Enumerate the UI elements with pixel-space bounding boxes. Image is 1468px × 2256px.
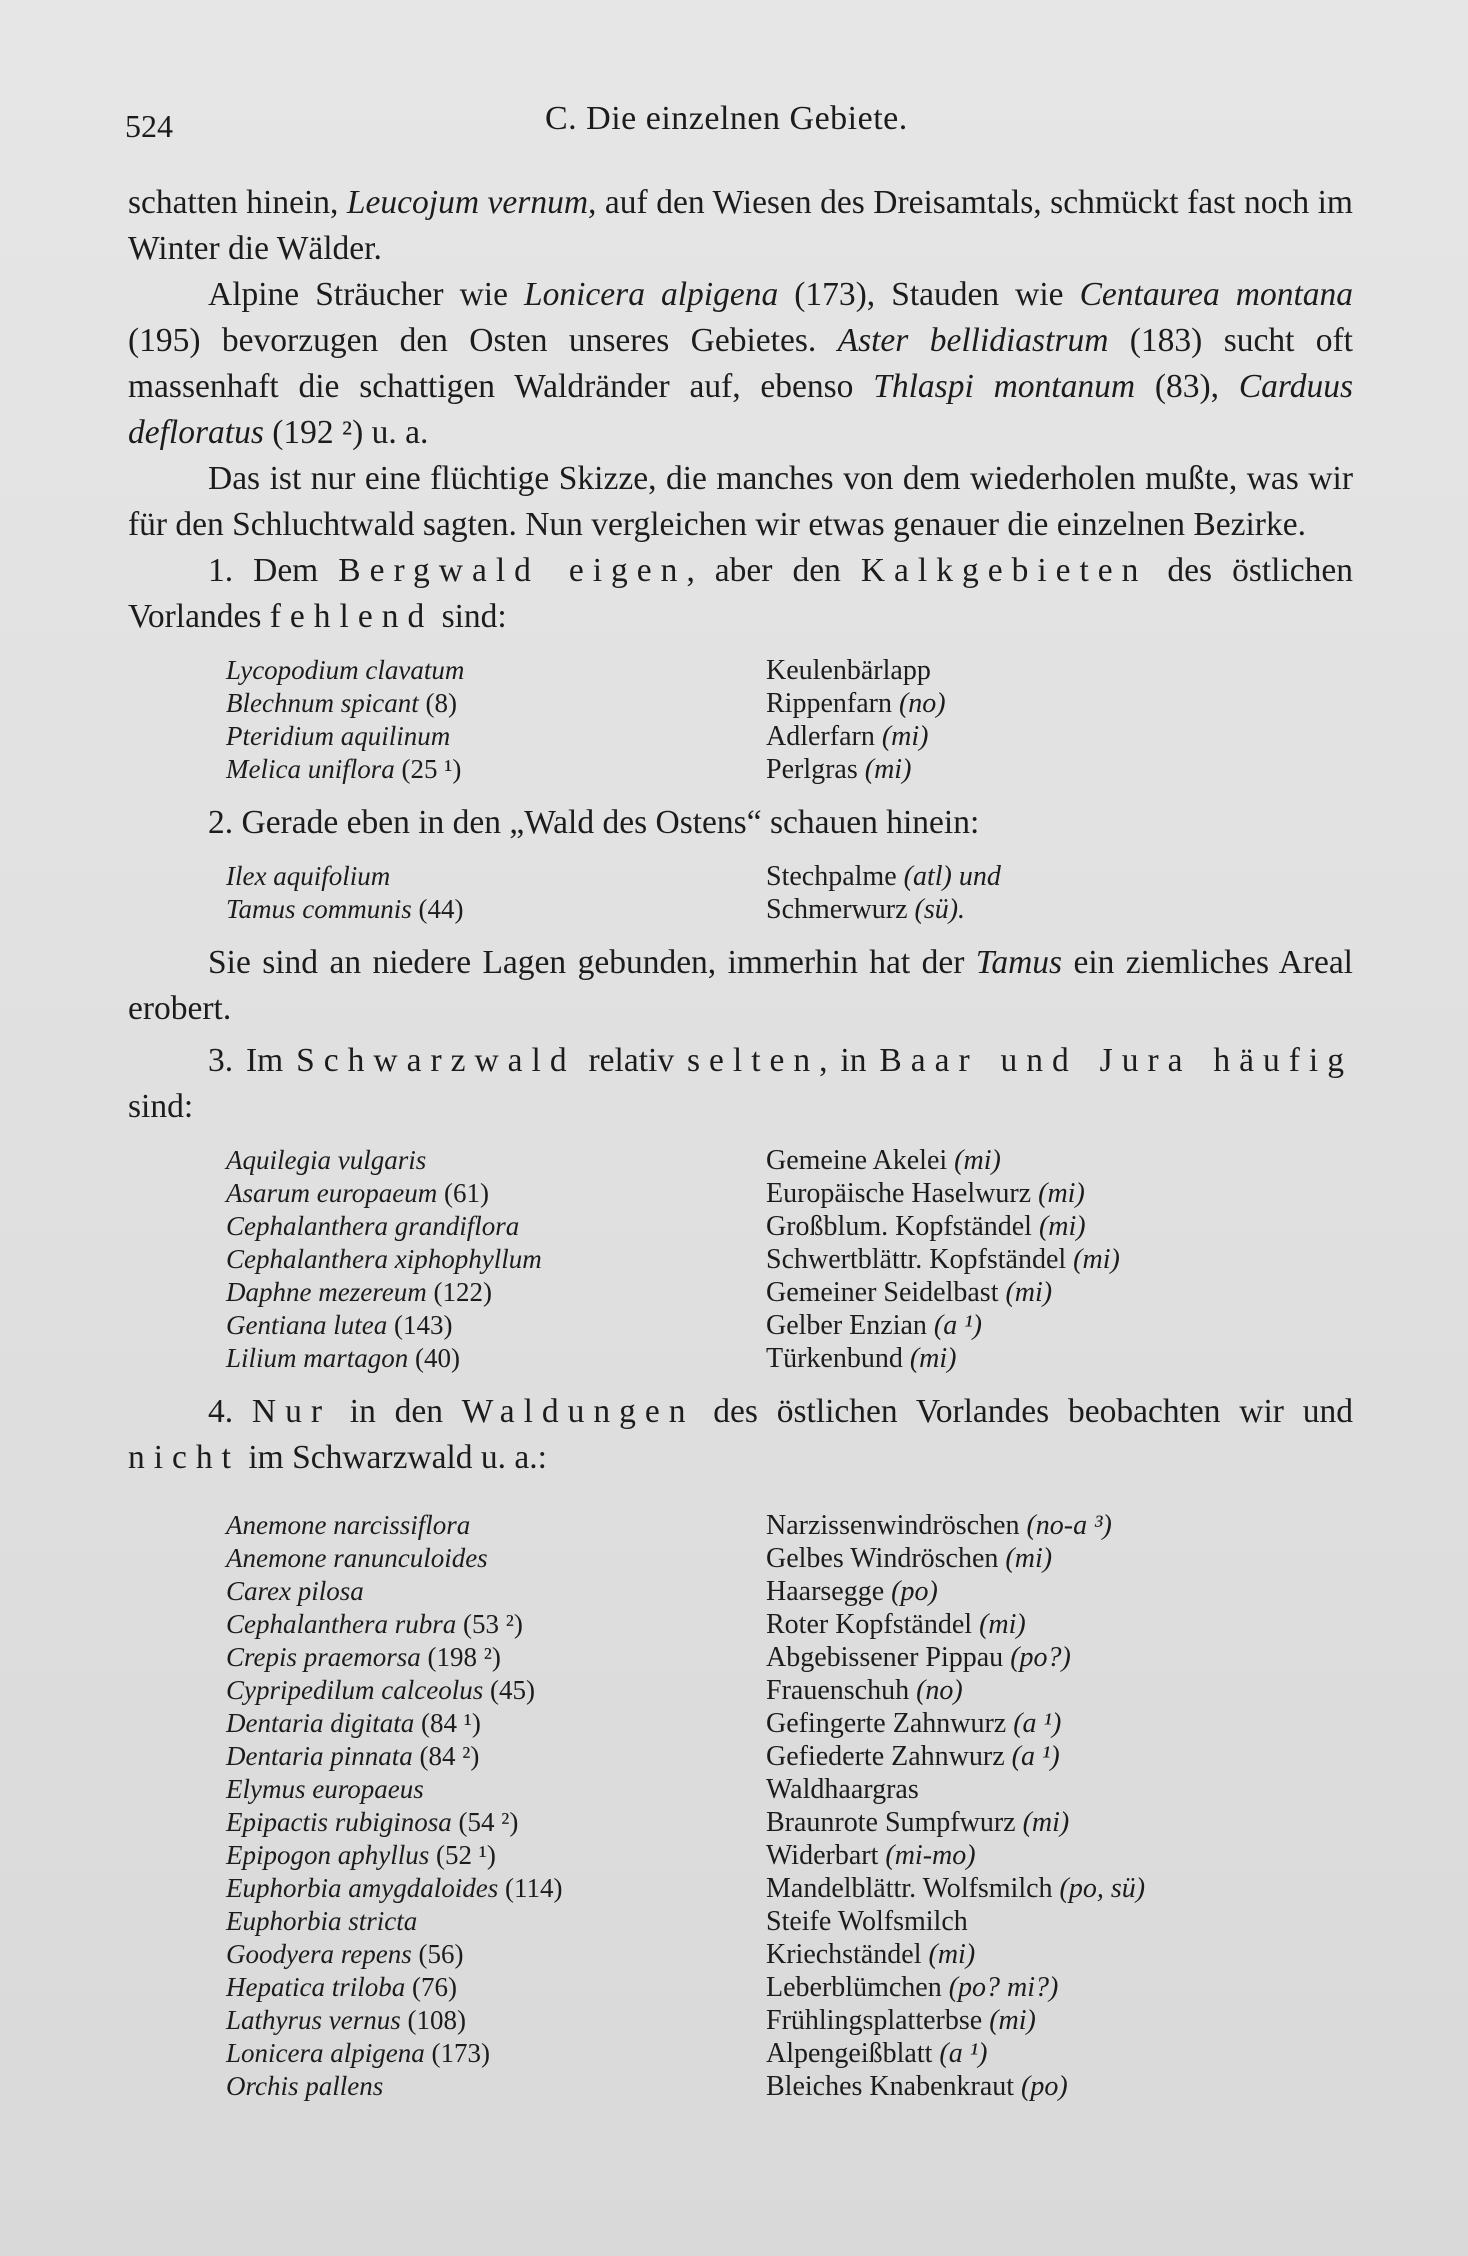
reference-number: (53 ²) [463, 1609, 523, 1639]
latin-name-text: Anemone ranunculoides [226, 1543, 488, 1573]
region-code: (a ¹) [933, 1309, 982, 1341]
latin-name [226, 1939, 766, 1970]
text-run: (83), [1135, 368, 1239, 405]
reference-number: (54 ²) [458, 1807, 519, 1837]
reference-number: (45) [489, 1675, 535, 1705]
text-run: (183) sucht oft massenhaft die schattigen Waldränder auf, ebenso [128, 322, 1353, 405]
species-row [226, 1243, 1353, 1276]
species-list-4 [226, 1509, 1353, 2103]
species-row [226, 654, 1353, 687]
german-name-text: Abgebissener Pippau [766, 1641, 1004, 1673]
species-row [226, 2004, 1353, 2037]
latin-name-text: Hepatica triloba [226, 1972, 406, 2002]
species-row [226, 2037, 1353, 2070]
latin-name [226, 1906, 766, 1937]
latin-name [226, 2038, 766, 2069]
species-name: Centaurea montana [1079, 276, 1354, 313]
german-name [766, 1609, 1026, 1641]
species-row [226, 1342, 1353, 1375]
latin-name [226, 2071, 766, 2102]
german-name-text: Rippenfarn [766, 687, 892, 719]
species-name: Tamus [975, 944, 1063, 981]
reference-number: (198 ²) [427, 1642, 501, 1672]
text-run: ein ziemliches Areal erobert. [128, 944, 1353, 1027]
german-name [766, 1741, 1060, 1773]
latin-name [226, 1642, 766, 1673]
german-name-text: Frauenschuh [766, 1674, 910, 1706]
latin-name-text: Dentaria pinnata [226, 1741, 413, 1771]
species-row [226, 1971, 1353, 2004]
spaced-emphasis: selten [687, 1042, 820, 1079]
species-row [226, 1872, 1353, 1905]
german-name-text: Bleiches Knabenkraut [766, 2070, 1015, 2102]
region-code: (mi) [954, 1144, 1001, 1176]
latin-name [226, 721, 766, 752]
german-name-text: Gefingerte Zahnwurz [766, 1707, 1007, 1739]
latin-name-text: Ilex aquifolium [226, 861, 391, 891]
species-row [226, 1177, 1353, 1210]
species-row [226, 753, 1353, 786]
species-name: Aster bellidiastrum [837, 322, 1109, 359]
reference-number: (25 ¹) [401, 754, 462, 784]
region-code: (po? mi?) [948, 1971, 1059, 2003]
text-run: Sie sind an niedere Lagen gebunden, immerhin hat der [208, 944, 976, 981]
text-run: 4. [208, 1393, 252, 1430]
latin-name [226, 1543, 766, 1574]
german-name [766, 2071, 1068, 2103]
text-run: (195) bevorzugen den Osten unseres Gebietes. [128, 322, 838, 359]
reference-number: (108) [407, 2005, 466, 2035]
text-run: , aber den [686, 552, 861, 589]
latin-name-text: Aquilegia vulgaris [226, 1145, 427, 1175]
latin-name-text: Asarum europaeum [226, 1178, 438, 1208]
german-name-text: Türkenbund [766, 1342, 903, 1374]
latin-name-text: Lonicera alpigena [226, 2038, 425, 2068]
species-row [226, 1740, 1353, 1773]
region-code: (po) [891, 1575, 938, 1607]
german-name-text: Perlgras [766, 753, 858, 785]
species-row [226, 1905, 1353, 1938]
latin-name-text: Pteridium aquilinum [226, 721, 451, 751]
region-code: (no) [898, 687, 946, 719]
german-name-text: Frühlingsplatterbse [766, 2004, 983, 2036]
latin-name-text: Euphorbia stricta [226, 1906, 418, 1936]
latin-name [226, 1211, 766, 1242]
region-code: (mi) [864, 753, 912, 785]
reference-number: (173) [431, 2038, 490, 2068]
german-name-text: Keulenbärlapp [766, 654, 931, 686]
german-name-text: Narzissenwindröschen [766, 1509, 1020, 1541]
page-body [128, 180, 1353, 2117]
species-name: Lonicera alpigena [523, 276, 779, 313]
page-header [125, 100, 1348, 150]
species-name: Thlaspi montanum [873, 368, 1136, 405]
reference-number: (61) [443, 1178, 489, 1208]
text-run: (192 ²) u. a. [263, 414, 429, 451]
species-row [226, 1641, 1353, 1674]
species-name: Carduus defloratus [128, 368, 1353, 451]
species-row [226, 860, 1353, 893]
text-run: sind: [128, 1088, 194, 1125]
german-name [766, 1807, 1069, 1839]
latin-name [226, 1178, 766, 1209]
german-name [766, 2005, 1036, 2037]
region-code: (mi-mo) [885, 1839, 976, 1871]
latin-name [226, 1343, 766, 1374]
paragraph-alpine [128, 272, 1353, 456]
german-name-text: Stechpalme [766, 860, 897, 892]
german-name-text: Leberblümchen [766, 1971, 942, 2003]
species-name: Leucojum vernum, [346, 184, 597, 221]
german-name-text: Gefiederte Zahnwurz [766, 1740, 1005, 1772]
latin-name [226, 1675, 766, 1706]
german-name-text: Kriechständel [766, 1938, 922, 1970]
text-run: 3. Im [208, 1042, 297, 1079]
german-name [766, 1939, 975, 1971]
region-code: (po) [1021, 2070, 1068, 2102]
german-name-text: Alpengeißblatt [766, 2037, 933, 2069]
region-code: (no) [916, 1674, 963, 1706]
region-code: (sü). [914, 893, 966, 925]
text-run: 1. Dem [208, 552, 339, 589]
species-row [226, 1210, 1353, 1243]
species-row [226, 1509, 1353, 1542]
text-run: in den [331, 1393, 462, 1430]
text-run: auf den Wiesen des Dreisamtals, schmückt fast noch im Winter die Wälder. [128, 184, 1353, 267]
latin-name [226, 655, 766, 686]
latin-name [226, 1774, 766, 1805]
region-code: (mi) [928, 1938, 976, 1970]
latin-name [226, 861, 766, 892]
reference-number: (76) [411, 1972, 457, 2002]
spaced-emphasis: Waldungen [461, 1393, 695, 1430]
species-row [226, 1144, 1353, 1177]
german-name-text: Gelbes Windröschen [766, 1542, 999, 1574]
reference-number: (114) [504, 1873, 563, 1903]
species-row [226, 687, 1353, 720]
latin-name-text: Elymus europaeus [226, 1774, 424, 1804]
species-row [226, 1938, 1353, 1971]
latin-name [226, 1510, 766, 1541]
german-name [766, 1774, 919, 1806]
reference-number: (84 ¹) [421, 1708, 481, 1738]
species-row [226, 1806, 1353, 1839]
latin-name [226, 1741, 766, 1772]
latin-name-text: Cypripedilum calceolus [226, 1675, 484, 1705]
german-name [766, 1310, 982, 1342]
section-1-heading [128, 548, 1353, 640]
german-name [766, 1145, 1001, 1177]
paragraph-skizze: Das ist nur eine flüchtige Skizze, die manches von dem wiederholen mußte, was wir für den Schluchtwald sagten. Nun vergleichen wir etwas genauer die einzelnen Bezirke. [128, 460, 1353, 543]
german-name-text: Waldhaargras [766, 1773, 919, 1805]
section-2-heading: 2. Gerade eben in den „Wald des Ostens“ schauen hinein: [208, 804, 980, 841]
species-row [226, 1707, 1353, 1740]
german-name [766, 894, 965, 926]
text-run: schatten hinein, [128, 184, 347, 221]
latin-name-text: Anemone narcissiflora [226, 1510, 471, 1540]
german-name-text: Braunrote Sumpfwurz [766, 1806, 1016, 1838]
german-name [766, 1972, 1058, 2004]
region-code: (mi) [1022, 1806, 1070, 1838]
latin-name-text: Goodyera repens [226, 1939, 412, 1969]
species-row [226, 1839, 1353, 1872]
region-code: (no-a ³) [1026, 1509, 1112, 1541]
latin-name-text: Lathyrus vernus [226, 2005, 401, 2035]
german-name [766, 1642, 1071, 1674]
region-code: (mi) [1005, 1276, 1053, 1308]
german-name-text: Roter Kopfständel [766, 1608, 973, 1640]
latin-name-text: Blechnum spicant [226, 688, 419, 718]
text-run: des östlichen Vorlandes [128, 552, 1354, 635]
german-name [766, 1178, 1085, 1210]
latin-name-text: Orchis pallens [226, 2071, 384, 2101]
german-name [766, 1576, 938, 1608]
latin-name-text: Gentiana lutea [226, 1310, 388, 1340]
species-row [226, 1773, 1353, 1806]
region-code: (a ¹) [939, 2037, 988, 2069]
page-number: 524 [125, 108, 173, 144]
latin-name-text: Crepis praemorsa [226, 1642, 421, 1672]
latin-name [226, 1277, 766, 1308]
latin-name-text: Cephalanthera xiphophyllum [226, 1244, 542, 1274]
region-code: (mi) [1073, 1243, 1120, 1275]
section-3-heading [128, 1038, 1353, 1130]
latin-name-text: Dentaria digitata [226, 1708, 415, 1738]
german-name [766, 721, 928, 753]
reference-number: (44) [418, 894, 464, 924]
latin-name-text: Carex pilosa [226, 1576, 364, 1606]
german-name [766, 655, 931, 687]
german-name-text: Widerbart [766, 1839, 879, 1871]
species-row [226, 720, 1353, 753]
region-code: (a ¹) [1011, 1740, 1060, 1772]
latin-name [226, 894, 766, 925]
latin-name-text: Lycopodium clavatum [226, 655, 465, 685]
german-name-text: Europäische Haselwurz [766, 1177, 1032, 1209]
region-code: (a ¹) [1013, 1707, 1062, 1739]
species-row [226, 1674, 1353, 1707]
species-row [226, 1542, 1353, 1575]
region-code: (mi) [1038, 1177, 1085, 1209]
latin-name-text: Epipactis rubiginosa [226, 1807, 452, 1837]
spaced-emphasis: Kalkgebieten [860, 552, 1148, 589]
latin-name-text: Melica uniflora [226, 754, 395, 784]
reference-number: (8) [425, 688, 457, 718]
region-code: (po, sü) [1059, 1872, 1146, 1904]
latin-name [226, 1807, 766, 1838]
german-name [766, 1277, 1052, 1309]
species-list-1 [226, 654, 1353, 786]
latin-name [226, 1576, 766, 1607]
spaced-emphasis: Nur [251, 1393, 332, 1430]
spaced-emphasis: fehlend [269, 598, 434, 635]
text-run: des östlichen Vorlandes beobachten wir und [694, 1393, 1353, 1430]
german-name [766, 1244, 1120, 1276]
species-row [226, 1575, 1353, 1608]
spaced-emphasis: Baar und Jura häufig [879, 1042, 1353, 1079]
german-name [766, 1510, 1112, 1542]
species-row [226, 1276, 1353, 1309]
species-list-3 [226, 1144, 1353, 1375]
paragraph-leucojum [128, 180, 1353, 272]
reference-number: (40) [415, 1343, 461, 1373]
german-name-text: Gelber Enzian [766, 1309, 927, 1341]
german-name-text: Steife Wolfsmilch [766, 1905, 968, 1937]
paragraph-tamus [128, 940, 1353, 1032]
reference-number: (52 ¹) [436, 1840, 496, 1870]
german-name [766, 1675, 963, 1707]
german-name [766, 688, 946, 720]
reference-number: (84 ²) [419, 1741, 480, 1771]
german-name-text: Adlerfarn [766, 720, 875, 752]
latin-name-text: Euphorbia amygdaloides [226, 1873, 499, 1903]
running-head: C. Die einzelnen Gebiete. [545, 100, 908, 137]
german-name-text: Großblum. Kopfständel [766, 1210, 1032, 1242]
latin-name-text: Lilium martagon [226, 1343, 409, 1373]
text-run: (173), Stauden wie [778, 276, 1080, 313]
german-name [766, 754, 911, 786]
latin-name [226, 1609, 766, 1640]
german-name-text: Schmerwurz [766, 893, 908, 925]
text-run: sind: [433, 598, 507, 635]
latin-name [226, 754, 766, 785]
german-name [766, 861, 1001, 893]
latin-name [226, 1244, 766, 1275]
latin-name [226, 1310, 766, 1341]
region-code: (po?) [1010, 1641, 1071, 1673]
region-code: (mi) [979, 1608, 1026, 1640]
species-row [226, 1309, 1353, 1342]
german-name-text: Mandelblättr. Wolfsmilch [766, 1872, 1053, 1904]
region-code: (mi) [1038, 1210, 1086, 1242]
latin-name [226, 2005, 766, 2036]
german-name [766, 1708, 1061, 1740]
latin-name-text: Epipogon aphyllus [226, 1840, 430, 1870]
species-row [226, 893, 1353, 926]
german-name-text: Gemeine Akelei [766, 1144, 948, 1176]
text-run: relativ [575, 1042, 687, 1079]
section-4-heading [128, 1389, 1353, 1481]
latin-name-text: Daphne mezereum [226, 1277, 427, 1307]
reference-number: (122) [433, 1277, 492, 1307]
reference-number: (56) [418, 1939, 464, 1969]
german-name [766, 1840, 976, 1872]
german-name [766, 1873, 1145, 1905]
latin-name-text: Cephalanthera rubra [226, 1609, 457, 1639]
spaced-emphasis: Bergwald eigen [338, 552, 687, 589]
latin-name [226, 1145, 766, 1176]
region-code: (atl) und [903, 860, 1001, 892]
latin-name [226, 1840, 766, 1871]
species-list-2 [226, 860, 1353, 926]
german-name [766, 1543, 1052, 1575]
reference-number: (143) [393, 1310, 453, 1340]
german-name-text: Schwertblättr. Kopfständel [766, 1243, 1067, 1275]
latin-name [226, 1972, 766, 2003]
region-code: (mi) [881, 720, 929, 752]
species-row [226, 2070, 1353, 2103]
spaced-emphasis: nicht [128, 1439, 240, 1476]
text-run: , in [819, 1042, 880, 1079]
latin-name [226, 1873, 766, 1904]
german-name [766, 1906, 968, 1938]
latin-name-text: Tamus communis [226, 894, 412, 924]
region-code: (mi) [909, 1342, 957, 1374]
latin-name-text: Cephalanthera grandiflora [226, 1211, 520, 1241]
german-name [766, 1211, 1086, 1243]
german-name-text: Gemeiner Seidelbast [766, 1276, 999, 1308]
spaced-emphasis: Schwarzwald [296, 1042, 576, 1079]
latin-name [226, 1708, 766, 1739]
german-name-text: Haarsegge [766, 1575, 885, 1607]
region-code: (mi) [1005, 1542, 1053, 1574]
region-code: (mi) [989, 2004, 1036, 2036]
species-row [226, 1608, 1353, 1641]
text-run: im Schwarzwald u. a.: [239, 1439, 547, 1476]
german-name [766, 2038, 987, 2070]
latin-name [226, 688, 766, 719]
text-run: Alpine Sträucher wie [208, 276, 524, 313]
german-name [766, 1343, 957, 1375]
